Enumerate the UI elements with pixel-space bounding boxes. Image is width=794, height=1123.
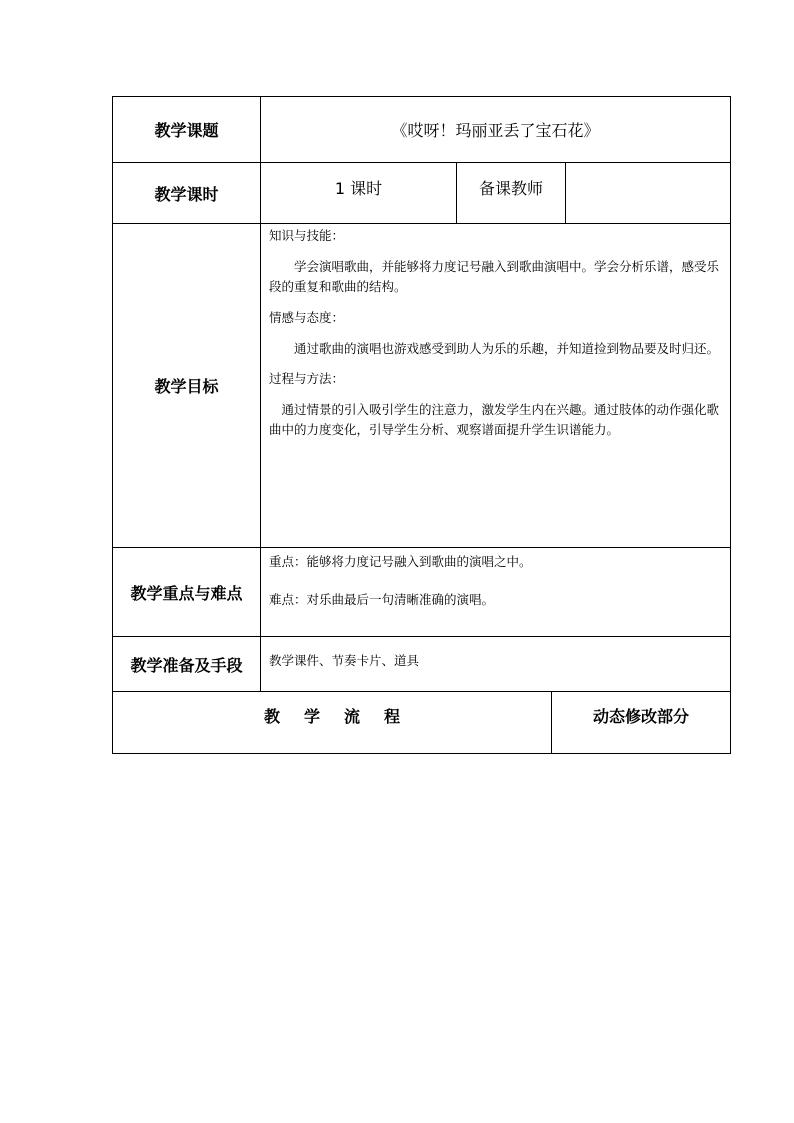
period-label: 教学课时 bbox=[113, 163, 261, 224]
teacher-value bbox=[566, 163, 731, 224]
topic-value: 《哎呀！玛丽亚丢了宝石花》 bbox=[261, 97, 731, 163]
process-text: 通过情景的引入吸引学生的注意力，激发学生内在兴趣。通过肢体的动作强化歌曲中的力度变化，引导学生分析、观察谱面提升学生识谱能力。 bbox=[269, 401, 720, 438]
knowledge-text: 学会演唱歌曲，并能够将力度记号融入到歌曲演唱中。学会分析乐谱，感受乐段的重复和歌曲的结构。 bbox=[269, 258, 720, 295]
knowledge-heading: 知识与技能： bbox=[269, 228, 345, 243]
emotion-text: 通过歌曲的演唱也游戏感受到助人为乐的乐趣，并知道捡到物品要及时归还。 bbox=[294, 340, 720, 356]
topic-label: 教学课题 bbox=[113, 97, 261, 163]
teacher-label: 备课教师 bbox=[457, 163, 566, 224]
flow-row bbox=[113, 692, 731, 754]
teaching-flow-heading bbox=[113, 692, 552, 754]
key-point-text: 重点：能够将力度记号融入到歌曲的演唱之中。 bbox=[269, 554, 532, 569]
dynamic-edit-heading: 动态修改部分 bbox=[552, 692, 731, 754]
goals-label: 教学目标 bbox=[113, 224, 261, 548]
difficult-point-text: 难点：对乐曲最后一句清晰准确的演唱。 bbox=[269, 591, 495, 607]
lesson-plan-table bbox=[112, 96, 731, 754]
flow-char-1: 教 bbox=[263, 707, 280, 726]
preparation-row bbox=[113, 637, 731, 692]
process-heading: 过程与方法： bbox=[269, 371, 345, 387]
preparation-label: 教学准备及手段 bbox=[113, 637, 261, 692]
flow-char-4: 程 bbox=[384, 707, 401, 726]
key-difficult-row bbox=[113, 548, 731, 637]
period-row bbox=[113, 163, 731, 224]
emotion-heading: 情感与态度： bbox=[269, 309, 345, 325]
preparation-value: 教学课件、节奏卡片、道具 bbox=[261, 637, 731, 692]
period-value: 1 课时 bbox=[261, 163, 457, 224]
goals-content bbox=[261, 224, 731, 548]
flow-char-3: 流 bbox=[344, 707, 361, 726]
flow-char-2: 学 bbox=[303, 707, 320, 726]
goals-row bbox=[113, 224, 731, 548]
key-difficult-label: 教学重点与难点 bbox=[113, 548, 261, 637]
topic-row bbox=[113, 97, 731, 163]
key-difficult-content bbox=[261, 548, 731, 637]
